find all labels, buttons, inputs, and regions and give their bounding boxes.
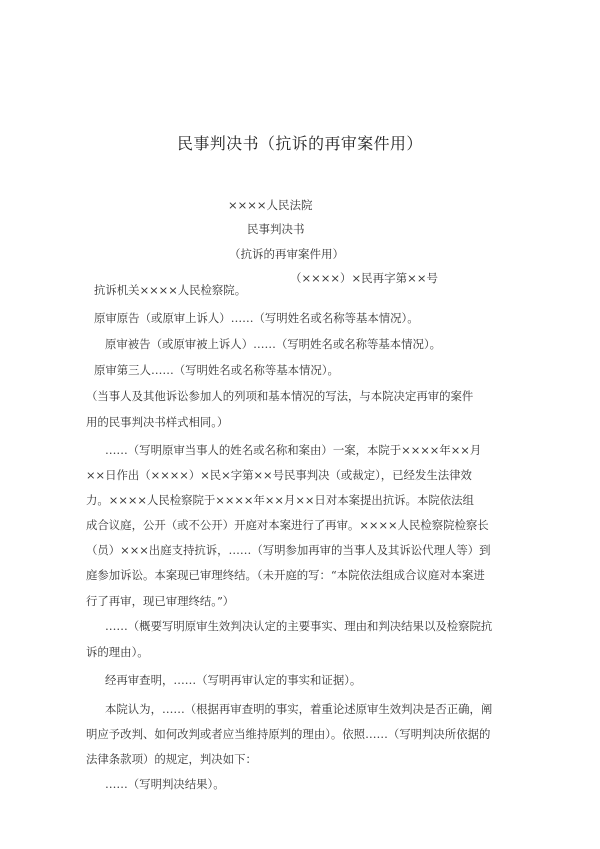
body-line: （员）×××出庭支持抗诉，……（写明参加再审的当事人及其诉讼代理人等）到 [86,543,491,557]
body-line: 抗诉机关××××人民检察院。 [94,283,247,297]
body-line: 成合议庭，公开（或不公开）开庭对本案进行了再审。××××人民检察院检察长 [86,518,489,532]
body-line: 原审第三人……（写明姓名或名称等基本情况）。 [94,363,339,377]
body-line: 行了再审，现已审理终结。”） [86,594,235,608]
body-line: ……（写明判决结果）。 [105,777,225,791]
document-body [86,0,510,849]
body-line: 法律条款项）的规定，判决如下： [86,752,257,766]
body-line: 力。××××人民检察院于××××年××月××日对本案提出抗诉。本院依法组 [86,493,474,507]
body-line: 原审被告（或原审被上诉人）……（写明姓名或名称等基本情况）。 [105,337,442,351]
case-number: （××××）×民再字第××号 [290,271,438,285]
body-line: 本院认为，……（根据再审查明的事实，着重论述原审生效判决是否正确，阐 [105,702,493,716]
body-line: 庭参加诉讼。本案现已审理终结。（未开庭的写：“本院依法组成合议庭对本案进 [86,568,485,582]
document-title: 民事判决书（抗诉的再审案件用） [177,134,423,153]
body-line: 明应予改判、如何改判或者应当维持原判的理由）。依照……（写明判决所依据的 [86,727,491,741]
court-name: ××××人民法院 [228,198,313,212]
body-line: ……（概要写明原审生效判决认定的主要事实、理由和判决结果以及检察院抗 [105,619,493,633]
body-line: 用的民事判决书样式相同。） [86,415,229,429]
document-subtitle: （抗诉的再审案件用） [229,247,344,261]
body-line: （当事人及其他诉讼参加人的列项和基本情况的写法，与本院决定再审的案件 [86,389,474,403]
body-line: 经再审查明，……（写明再审认定的事实和证据）。 [105,673,362,687]
document-type: 民事判决书 [247,222,305,236]
body-line: 原审原告（或原审上诉人）……（写明姓名或名称等基本情况）。 [94,311,419,325]
body-line: ……（写明原审当事人的姓名或名称和案由）一案，本院于××××年××月 [105,443,482,457]
body-line: 诉的理由）。 [86,645,149,659]
body-line: ××日作出（××××）×民×字第××号民事判决（或裁定），已经发生法律效 [86,468,472,482]
